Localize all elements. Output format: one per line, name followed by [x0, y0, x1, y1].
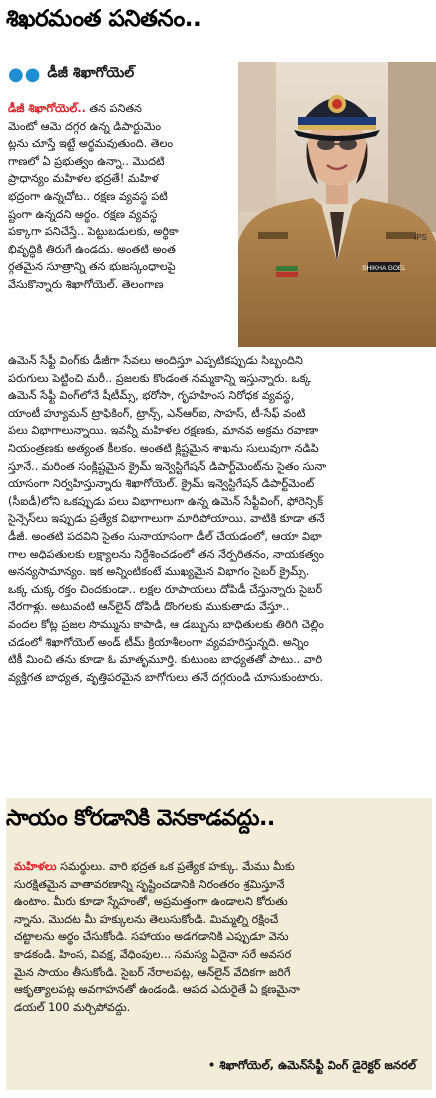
photo-name-tag: SHIKHA GOEL [362, 265, 406, 272]
article-column-text [8, 100, 236, 294]
article-full-text [8, 352, 434, 686]
lead-name: డీజీ శిఖాగోయెల్.. [8, 102, 86, 115]
article-line-3: గాణలో ఏ ప్రభుత్వం ఉన్నా.. మొదటి [8, 154, 165, 168]
officer-photo [238, 62, 436, 347]
quote-line-0: మహిళలు సమర్థులు. వారి భద్రత ఒక ప్రత్యేక హక్కు. మేము మీకు [14, 860, 295, 873]
article-line-9: ర్గతమైన సూత్రాన్ని తన భుజస్కంధాలపై [8, 260, 176, 274]
photo-shoulder-text: IPS [414, 233, 427, 242]
article-full-line: వందల కోట్ల ప్రజల సొమ్మును కాపాడి, ఆ డబ్బును బాధితులకు తిరిగి చెల్లిం [8, 617, 324, 631]
quote-line: డయల్ 100 మర్చిపోవద్దు. [14, 1000, 131, 1014]
quote-line: సురక్షితమైన వాతావరణాన్ని సృష్టించడానికి నిరంతరం శ్రమిస్తూనే [14, 877, 285, 891]
article-full-line: నేరగాళ్లు. అటువంటి ఆన్‌లైన్ దోపిడీ దొంగలకు ముకుతాడు వేస్తూ.. [8, 600, 290, 614]
byline-name: డీజీ శిఖాగోయెల్ [47, 65, 135, 81]
officer-portrait-image [238, 62, 436, 347]
quote-line: మైన సాయం తీసుకోండి. సైబర్ నేరాలపట్ల, ఆన్‌లైన్ వేదికగా జరిగే [14, 965, 291, 979]
quote-line: ఉంటాం. మీరు కూడా స్నేహంతో, అప్రమత్తంగా ఉండాలని కోరుతు [14, 895, 288, 909]
quote-box-title: సాయం కోరడానికి వెనకాడవద్దు.. [6, 806, 275, 831]
quote-signature [208, 1058, 416, 1075]
article-full-line: అనన్యసామాన్యం. ఇక అన్నింటికంటే ముఖ్యమైన విభాగం సైబర్ క్రైమ్స్. [8, 565, 310, 579]
quote-line: కాడకండి. హింస, వివక్ష, వేధింపుల... సమస్య ఏదైనా సరే అవసర [14, 947, 292, 961]
article-full-line: డీజీ. అంతటి పదవిని సైతం సునాయాసంగా డీల్ చేయడంలో, ఆయా విభా [8, 529, 322, 543]
article-line-7: పక్కాగా పనిచేస్తే.. పెట్టుబడులకు, అర్థికా [8, 225, 179, 239]
article-full-line: ఒక్క చుక్క రక్తం చిందకుండా.. లక్షల రూపాయలు దోపిడీ చేస్తున్నారు సైబర్ [8, 582, 323, 596]
article-line-10: వేసుకొన్నారు శిఖాగోయెల్. తెలంగాణ [8, 277, 164, 291]
article-full-line: నియంత్రణకు అత్యంత కీలకం. అంతటి క్లిష్టమైన శాఖను సులువుగా నడిపి [8, 441, 319, 455]
quote-line: చట్టాలను అర్థం చేసుకోండి. సహాయం అడగడానికి ఎప్పుడూ వెను [14, 930, 289, 944]
article-line-8: భివృద్ధికి తిరుగే ఉండదు. అంతటి అంత [8, 242, 176, 256]
signature-bullet-icon: • [207, 1058, 216, 1072]
quote-box-text [14, 858, 428, 1016]
article-full-line: గాల అధిపతులకు లక్ష్యాలను నిర్దేశించడంలో తన నేర్పరితనం, నాయకత్వం [8, 547, 324, 561]
article-title: శిఖరమంత పనితనం.. [6, 6, 202, 32]
article-full-line: సైన్సెస్‌లు ఇప్పుడు ప్రత్యేక విభాగాలుగా మారిపోయాయి. వాటికి కూడా తనే [8, 512, 325, 526]
article-line-4: ప్రాధాన్యం మహిళల భద్రతే! మహిళ [8, 172, 159, 186]
quote-line: న్నాను. మొదట మీ హక్కులను తెలుసుకోండి. మిమ్మల్ని రక్షించే [14, 912, 279, 926]
quote-line: ఆకృత్యాలపట్ల అవగాహనతో ఉండండి. ఆపద ఎదురైతే ఏ క్షణమైనా [14, 983, 300, 997]
article-line-0: డీజీ శిఖాగోయెల్.. తన పనితన [8, 102, 142, 115]
article-full-line: వ్యక్తిగత బాధ్యత, వృత్తిపరమైన బాగోగులు తనే దగ్గరుండి చూసుకుంటారు. [8, 670, 324, 684]
article-full-line: యాసంగా నిర్వహిస్తున్నారు శిఖాగోయెల్. క్రైమ్ ఇన్వెస్టిగేషన్ డిపార్ట్‌మెంట్ [8, 477, 315, 491]
article-full-line: చడంలో శిఖాగోయెల్ అండ్ టీమ్ క్రియాశీలంగా వ్యవహరిస్తున్నది. అన్నిం [8, 635, 309, 649]
article-full-line: (సీఐడీ)లోని ఒకప్పుడు పలు విభాగాలుగా ఉన్న ఉమెన్ సేఫ్టీవింగ్, ఫోరెన్సిక్ [8, 494, 324, 508]
signature-name: శిఖాగోయెల్, [219, 1058, 274, 1072]
signature-title: ఉమెన్‌సేఫ్టీ వింగ్ డైరెక్టర్ జనరల్ [274, 1058, 416, 1072]
article-line-2: ట్లను చూస్తే ఇట్టే అర్థమవుతుంది. తెలం [8, 137, 174, 151]
bullet-dots-icon: ●● [8, 64, 42, 85]
article-full-line: ఉమెన్ సేఫ్టీ వింగ్‌లోనే షీటీమ్స్, భరోసా, గృహహింస నిరోధక వ్యవస్థ, [8, 389, 295, 403]
article-full-line: ఉమెన్ సేఫ్టీ వింగ్‌కు డీజీగా సేవలు అందిస్తూ ఎప్పటికప్పుడు సిబ్బందిని [8, 354, 303, 367]
quote-lead-word: మహిళలు [14, 860, 57, 873]
article-full-line: పలు విభాగాలున్నాయి. ఇవన్నీ మహిళల రక్షణకు, మానవ అక్రమ రవాణా [8, 424, 319, 438]
article-full-line: టికీ మించి తను కూడా ఓ మాతృమూర్తి. కుటుంబ బాధ్యతతో పాటు.. వారి [8, 653, 323, 667]
article-full-line: యాంటీ హ్యూమన్ ట్రాఫికింగ్, ట్రాన్స్, ఎన్ఆర్ఐ, సాహస్, టీ-సేఫ్ వంటి [8, 406, 306, 420]
article-full-line: స్తూనే.. మరింత సంక్లిష్టమైన క్రైమ్ ఇన్వెస్టిగేషన్ డిపార్ట్‌మెంట్‌ను సైతం సునా [8, 459, 327, 473]
article-line-1: మెంటో ఆమె దగ్గర ఉన్న డిపార్టుమెం [8, 119, 162, 133]
byline [8, 64, 134, 85]
article-line-5: భద్రంగా ఉన్నచోట.. రక్షణ వ్యవస్థ పటి [8, 189, 168, 203]
article-full-line: పరుగులు పెట్టించి మరీ.. ప్రజలకు కొండంత నమ్మకాన్ని ఇస్తున్నారు. ఒక్క [8, 371, 311, 385]
article-line-6: ష్టంగా ఉన్నదని అర్థం. రక్షణ వ్యవస్థ [8, 207, 158, 221]
